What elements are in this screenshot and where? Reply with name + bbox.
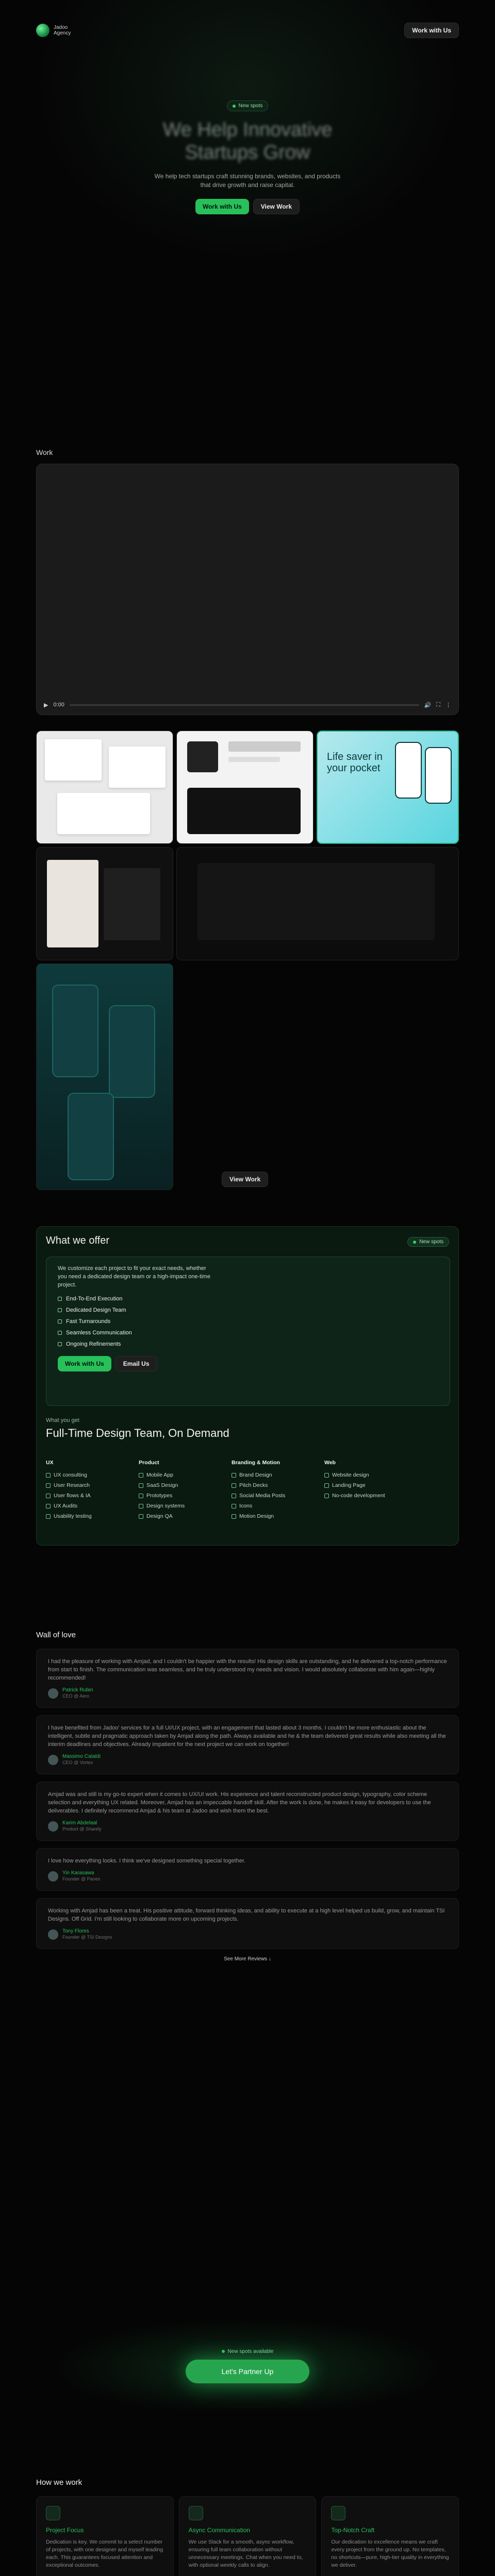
more-options-icon[interactable]: ⋮ [446, 702, 451, 708]
offer-email-us-button[interactable]: Email Us [116, 1356, 157, 1371]
testimonial-text: I had the pleasure of working with Amjad, and I couldn't be happier with the results! His design skills are outstanding, and he delivered a top-notch performance from start to finish. The communication was seamless, and he truly understood my needs and vision. I would absolutely collaborate with him again—highly recommended! [48, 1658, 447, 1681]
check-icon [58, 1319, 62, 1324]
testimonial-card: I have benefited from Jadoo' services for a full UI/UX project, with an engagement that lasted about 3 months. I couldn't be more enthusiastic about the intelligent, subtle and pragmatic approach taken by Amjad along the path. Always available and he & the team delivered great results while also meeting all the interim deadlines and objectives. Already impatient for the next project we can work on together! Massimo Cataldi CEO @ Vortex [36, 1715, 459, 1774]
offer-badge: New spots [407, 1237, 449, 1247]
partner-section [0, 2306, 495, 2409]
list-item: Fast Turnarounds [58, 1316, 438, 1327]
list-item: Usability testing [46, 1511, 139, 1521]
offer-intro: We customize each project to fit your exact needs, whether you need a dedicated design team or a high-impact one-time project. [58, 1265, 210, 1288]
avatar [48, 1755, 58, 1765]
avatar [48, 1871, 58, 1882]
list-item: Seamless Communication [58, 1327, 438, 1338]
hero-work-with-us-button[interactable]: Work with Us [195, 199, 249, 214]
list-item: Dedicated Design Team [58, 1304, 438, 1316]
logo[interactable] [36, 24, 71, 37]
avatar [48, 1688, 58, 1699]
testimonials-section [36, 1631, 459, 1962]
list-item: Design QA [139, 1511, 232, 1521]
list-item: UX Audits [46, 1501, 139, 1511]
list-item: Icons [232, 1501, 324, 1511]
see-more-reviews-link[interactable]: See More Reviews ↓ [224, 1956, 271, 1962]
list-item: Pitch Decks [232, 1480, 324, 1490]
list-item: Design systems [139, 1501, 232, 1511]
work-thumbnail[interactable] [36, 731, 173, 844]
service-column-branding: Branding & Motion Brand Design Pitch Decks Social Media Posts Icons Motion Design [232, 1458, 324, 1521]
service-column-ux: UX UX consulting User Research User flows & IA UX Audits Usability testing [46, 1458, 139, 1521]
work-heading: Work [36, 448, 53, 456]
hero-badge: New spots [227, 100, 269, 111]
list-item: Social Media Posts [232, 1490, 324, 1501]
what-you-get-label: What you get [46, 1417, 79, 1423]
how-heading: How we work [36, 2478, 82, 2487]
how-we-work-section [36, 2478, 459, 2576]
offer-section [36, 1226, 459, 1546]
logo-icon [36, 24, 50, 37]
list-item: User Research [46, 1480, 139, 1490]
volume-icon[interactable]: 🔊 [424, 702, 432, 708]
list-item: Landing Page [324, 1480, 417, 1490]
video-time: 0:00 [53, 702, 64, 708]
service-column-web: Web Website design Landing Page No-code development [324, 1458, 417, 1521]
work-thumbnail[interactable] [36, 847, 173, 960]
video-controls [44, 700, 451, 709]
target-icon [46, 2506, 60, 2520]
avatar [48, 1929, 58, 1940]
full-time-team-title: Full-Time Design Team, On Demand [46, 1427, 229, 1439]
feature-list [58, 1293, 438, 1350]
play-icon[interactable]: ▶ [44, 702, 48, 708]
list-item: SaaS Design [139, 1480, 232, 1490]
testimonial-card: Working with Amjad has been a treat. His positive attitude, forward thinking ideas, and ability to execute at a high level helped us build, grow, and maintain TSI Designs. Off Grid. I'm still looking to collaborate more on upcoming projects. Tony Flores Founder @ TSI Designs [36, 1898, 459, 1949]
thumbnail-caption: Life saver in your pocket [327, 751, 383, 774]
testimonial-text: I love how everything looks. I think we've designed something special together. [48, 1858, 246, 1864]
star-icon [331, 2506, 345, 2520]
services-columns [46, 1458, 450, 1521]
view-work-button[interactable]: View Work [222, 1172, 268, 1187]
list-item: No-code development [324, 1490, 417, 1501]
check-icon [58, 1297, 62, 1301]
hero-view-work-button[interactable]: View Work [253, 199, 300, 214]
how-card: Async Communication We use Slack for a smooth, async workflow, ensuring full team collaboration without unnecessary meetings. Chat when you need to, with optional weekly calls to align. [179, 2496, 317, 2576]
showreel-video[interactable] [36, 464, 459, 715]
hero-subtitle: We help tech startups craft stunning brands, websites, and products that drive growth and raise capital. [154, 173, 341, 189]
testimonial-card: Amjad was and still is my go-to expert when it comes to UX/UI work. His experience and talent reconstructed product design, typography, color scheme selection and everything UX related. Moreover, Amjad has an impeccable handoff skill. After the work is done, he makes it easy for developers to use the deliverables. I definitely recommend Amjad & his team at Jadoo and wish them the best. Karim Abdelaal Product @ Sharely [36, 1782, 459, 1841]
check-icon [58, 1342, 62, 1346]
work-thumbnail[interactable] [317, 731, 459, 844]
work-thumbnail[interactable] [176, 847, 459, 960]
check-icon [58, 1308, 62, 1312]
service-column-product: Product Mobile App SaaS Design Prototypes Design systems Design QA [139, 1458, 232, 1521]
wall-heading: Wall of love [36, 1631, 76, 1639]
list-item: End-To-End Execution [58, 1293, 438, 1304]
testimonial-text: I have benefited from Jadoo' services for a full UI/UX project, with an engagement that lasted about 3 months. I couldn't be more enthusiastic about the intelligent, subtle and pragmatic approach taken by Amjad along the path. Always available and he & the team delivered great results while also meeting all the interim deadlines and objectives. Already impatient for the next project we can work on together! [48, 1725, 446, 1748]
offer-heading: What we offer [46, 1235, 110, 1246]
list-item: Website design [324, 1470, 417, 1480]
status-dot-icon [222, 2350, 225, 2353]
header-work-with-us-button[interactable]: Work with Us [404, 23, 459, 38]
hero-title: We Help Innovative Startups Grow [162, 119, 333, 163]
work-thumbnail[interactable] [36, 963, 173, 1190]
hero-content [0, 100, 495, 214]
check-icon [58, 1331, 62, 1335]
how-card: Top-Notch Craft Our dedication to excellence means we craft every project from the ground up. No templates, no shortcuts—pure, high-tier quality in everything we deliver. [321, 2496, 459, 2576]
work-grid [36, 731, 459, 1184]
partner-badge: New spots available [222, 2349, 274, 2354]
work-thumbnail[interactable] [176, 731, 314, 844]
top-bar [36, 23, 459, 38]
offer-work-with-us-button[interactable]: Work with Us [58, 1356, 111, 1371]
partner-up-button[interactable]: Let's Partner Up [186, 2360, 309, 2383]
how-card: Project Focus Dedication is key. We commit to a select number of projects, with one designer and myself leading each. This guarantees focused attention and exceptional outcomes. [36, 2496, 174, 2576]
list-item: Motion Design [232, 1511, 324, 1521]
video-progress-track[interactable] [70, 704, 419, 706]
list-item: User flows & IA [46, 1490, 139, 1501]
fullscreen-icon[interactable]: ⛶ [436, 701, 440, 708]
chat-icon [189, 2506, 203, 2520]
testimonial-text: Amjad was and still is my go-to expert when it comes to UX/UI work. His experience and talent reconstructed product design, typography, color scheme selection and everything UX related. Moreover, Amjad has an impeccable handoff skill. After the work is done, he makes it easy for developers to use the deliverables. I definitely recommend Amjad & his team at Jadoo and wish them the best. [48, 1791, 431, 1814]
avatar [48, 1821, 58, 1832]
offer-box [46, 1257, 450, 1406]
status-dot-icon [413, 1241, 416, 1244]
logo-text: Jadoo Agency [54, 25, 71, 36]
list-item: Prototypes [139, 1490, 232, 1501]
offer-services [46, 1417, 450, 1521]
list-item: UX consulting [46, 1470, 139, 1480]
testimonial-card: I had the pleasure of working with Amjad, and I couldn't be happier with the results! His design skills are outstanding, and he delivered a top-notch performance from start to finish. The communication was seamless, and he truly understood my needs and vision. I would absolutely collaborate with him again—highly recommended! Patrick Rubin CEO @ Aero [36, 1649, 459, 1708]
list-item: Ongoing Refinements [58, 1338, 438, 1350]
list-item: Mobile App [139, 1470, 232, 1480]
list-item: Brand Design [232, 1470, 324, 1480]
status-dot-icon [233, 105, 236, 108]
testimonial-card: I love how everything looks. I think we've designed something special together. Yin Karasawa Founder @ Panes [36, 1848, 459, 1891]
testimonial-text: Working with Amjad has been a treat. His positive attitude, forward thinking ideas, and ability to execute at a high level helped us build, grow, and maintain TSI Designs. Off Grid. I'm still looking to collaborate more on upcoming projects. [48, 1908, 445, 1922]
